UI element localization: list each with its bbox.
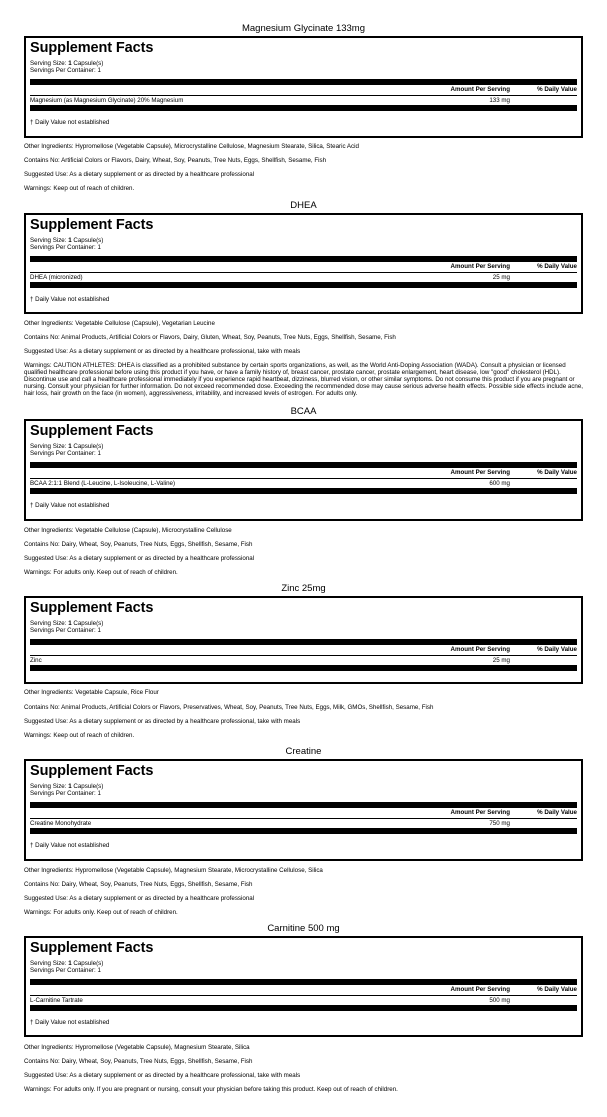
contains-no: Contains No: Animal Products, Artificial Colors or Flavors, Dairy, Gluten, Wheat, Soy, Peanuts, Tree Nuts, Eggs, Shellfish, Sesame, Fish: [24, 334, 396, 341]
ingredient-amount: 500 mg: [489, 997, 510, 1004]
servings-per-container: Servings Per Container: 1: [30, 627, 101, 634]
servings-per-container: Servings Per Container: 1: [30, 967, 101, 974]
supplement-facts-panel: [24, 419, 583, 521]
warnings: Warnings: For adults only. Keep out of reach of children.: [24, 569, 178, 576]
daily-value-footnote: † Daily Value not established: [30, 296, 110, 303]
other-ingredients: Other Ingredients: Vegetable Capsule, Rice Flour: [24, 689, 159, 696]
serving-size: Serving Size: 1 Capsule(s): [30, 60, 104, 67]
ingredient-name: L-Carnitine Tartrate: [30, 997, 83, 1004]
thin-rule: [30, 818, 577, 819]
serving-size: Serving Size: 1 Capsule(s): [30, 783, 104, 790]
contains-no: Contains No: Dairy, Wheat, Soy, Peanuts, Tree Nuts, Eggs, Shellfish, Sesame, Fish: [24, 541, 253, 548]
thin-rule: [30, 478, 577, 479]
daily-value-header: % Daily Value: [537, 263, 577, 270]
contains-no: Contains No: Dairy, Wheat, Soy, Peanuts, Tree Nuts, Eggs, Shellfish, Sesame, Fish: [24, 1058, 253, 1065]
suggested-use: Suggested Use: As a dietary supplement or as directed by a healthcare professional, take with meals: [24, 348, 301, 355]
servings-per-container: Servings Per Container: 1: [30, 450, 101, 457]
facts-heading: Supplement Facts: [30, 423, 154, 439]
product-title: BCAA: [290, 406, 317, 417]
thick-rule: [30, 488, 577, 494]
product-title: Creatine: [285, 746, 322, 757]
ingredient-row: [30, 97, 577, 105]
facts-heading: Supplement Facts: [30, 600, 154, 616]
ingredient-amount: 750 mg: [489, 820, 510, 827]
contains-no: Contains No: Dairy, Wheat, Soy, Peanuts, Tree Nuts, Eggs, Shellfish, Sesame, Fish: [24, 881, 253, 888]
daily-value-header: % Daily Value: [537, 469, 577, 476]
contains-no: Contains No: Animal Products, Artificial Colors or Flavors, Preservatives, Wheat, Soy, Peanuts, Tree Nuts, Eggs, Milk, GMOs, Shellfish, Sesame, Fish: [24, 704, 434, 711]
thin-rule: [30, 655, 577, 656]
ingredient-row: [30, 997, 577, 1005]
daily-value-footnote: † Daily Value not established: [30, 842, 110, 849]
servings-per-container: Servings Per Container: 1: [30, 67, 101, 74]
thick-rule: [30, 828, 577, 834]
warnings: Warnings: For adults only. Keep out of reach of children.: [24, 909, 178, 916]
supplement-facts-panel: [24, 36, 583, 138]
supplement-facts-panel: [24, 596, 583, 684]
thick-rule: [30, 802, 577, 808]
ingredient-amount: 600 mg: [489, 480, 510, 487]
warnings: Warnings: For adults only. If you are pregnant or nursing, consult your physician before taking this product. Keep out of reach of children.: [24, 1086, 398, 1093]
product-title: Magnesium Glycinate 133mg: [241, 23, 366, 34]
supplement-facts-panel: [24, 213, 583, 314]
amount-per-serving-header: Amount Per Serving: [450, 986, 510, 993]
suggested-use: Suggested Use: As a dietary supplement or as directed by a healthcare professional: [24, 895, 255, 902]
other-ingredients: Other Ingredients: Hypromellose (Vegetable Capsule), Magnesium Stearate, Silica: [24, 1044, 250, 1051]
daily-value-footnote: † Daily Value not established: [30, 1019, 110, 1026]
column-header-row: [30, 809, 577, 817]
amount-per-serving-header: Amount Per Serving: [450, 646, 510, 653]
contains-no: Contains No: Artificial Colors or Flavors, Dairy, Wheat, Soy, Peanuts, Tree Nuts, Eggs, Shellfish, Sesame, Fish: [24, 157, 327, 164]
warnings: Warnings: Keep out of reach of children.: [24, 185, 135, 192]
suggested-use: Suggested Use: As a dietary supplement or as directed by a healthcare professional, take with meals: [24, 718, 301, 725]
warnings: Warnings: Keep out of reach of children.: [24, 732, 135, 739]
thick-rule: [30, 639, 577, 645]
thin-rule: [30, 995, 577, 996]
other-ingredients: Other Ingredients: Hypromellose (Vegetable Capsule), Magnesium Stearate, Microcrystalline Cellulose, Silica: [24, 867, 323, 874]
thick-rule: [30, 462, 577, 468]
facts-heading: Supplement Facts: [30, 217, 154, 233]
product-title: Carnitine 500 mg: [267, 923, 340, 934]
warnings: Warnings: CAUTION ATHLETES: DHEA is classified as a prohibited substance by certain sports organizations, as well, as the World Anti-Doping Association (WADA). Consult a physician or licensed qualified healthcare professional before using this product if you have, or have a family history of, breast cancer, prostate cancer, prostate enlargement, heart disease, low "good" cholesterol (HDL). Discontinue use and call a healthcare professional immediately if you experience rapid heartbeat, dizziness, blurred vision, or other similar symptoms. Do not consume this product if you are pregnant or nursing. Consult your physician for further information. Do not exceed recommended dose. Exceeding the recommended dose may cause serious adverse health effects. Possible side effects include acne, hair loss, hair growth on the face (in women), aggressiveness, irritability, and increased levels of estrogen. For adults only.: [24, 362, 584, 397]
suggested-use: Suggested Use: As a dietary supplement or as directed by a healthcare professional: [24, 555, 255, 562]
thick-rule: [30, 1005, 577, 1011]
other-ingredients: Other Ingredients: Vegetable Cellulose (Capsule), Vegetarian Leucine: [24, 320, 215, 327]
ingredient-row: [30, 657, 577, 665]
supplement-facts-panel: [24, 936, 583, 1037]
column-header-row: [30, 263, 577, 271]
thick-rule: [30, 256, 577, 262]
thin-rule: [30, 95, 577, 96]
product-title: Zinc 25mg: [281, 583, 326, 594]
other-ingredients: Other Ingredients: Hypromellose (Vegetable Capsule), Microcrystalline Cellulose, Magnesium Stearate, Silica, Stearic Acid: [24, 143, 359, 150]
ingredient-name: DHEA (micronized): [30, 274, 83, 281]
thin-rule: [30, 272, 577, 273]
other-ingredients: Other Ingredients: Vegetable Cellulose (Capsule), Microcrystalline Cellulose: [24, 527, 232, 534]
ingredient-name: Magnesium (as Magnesium Glycinate) 20% Magnesium: [30, 97, 184, 104]
ingredient-name: Zinc: [30, 657, 42, 664]
ingredient-amount: 25 mg: [492, 274, 510, 281]
suggested-use: Suggested Use: As a dietary supplement or as directed by a healthcare professional: [24, 171, 255, 178]
amount-per-serving-header: Amount Per Serving: [450, 809, 510, 816]
serving-size: Serving Size: 1 Capsule(s): [30, 237, 104, 244]
ingredient-name: Creatine Monohydrate: [30, 820, 92, 827]
daily-value-header: % Daily Value: [537, 986, 577, 993]
column-header-row: [30, 646, 577, 654]
serving-size: Serving Size: 1 Capsule(s): [30, 960, 104, 967]
thick-rule: [30, 979, 577, 985]
ingredient-row: [30, 820, 577, 828]
daily-value-header: % Daily Value: [537, 86, 577, 93]
daily-value-header: % Daily Value: [537, 646, 577, 653]
column-header-row: [30, 986, 577, 994]
amount-per-serving-header: Amount Per Serving: [450, 263, 510, 270]
ingredient-row: [30, 274, 577, 282]
amount-per-serving-header: Amount Per Serving: [450, 469, 510, 476]
servings-per-container: Servings Per Container: 1: [30, 790, 101, 797]
facts-heading: Supplement Facts: [30, 763, 154, 779]
thick-rule: [30, 79, 577, 85]
facts-heading: Supplement Facts: [30, 40, 154, 56]
thick-rule: [30, 665, 577, 671]
supplement-facts-panel: [24, 759, 583, 861]
serving-size: Serving Size: 1 Capsule(s): [30, 443, 104, 450]
thick-rule: [30, 282, 577, 288]
column-header-row: [30, 469, 577, 477]
ingredient-row: [30, 480, 577, 488]
daily-value-header: % Daily Value: [537, 809, 577, 816]
thick-rule: [30, 105, 577, 111]
ingredient-amount: 25 mg: [492, 657, 510, 664]
daily-value-footnote: † Daily Value not established: [30, 119, 110, 126]
suggested-use: Suggested Use: As a dietary supplement or as directed by a healthcare professional, take with meals: [24, 1072, 301, 1079]
amount-per-serving-header: Amount Per Serving: [450, 86, 510, 93]
ingredient-amount: 133 mg: [489, 97, 510, 104]
ingredient-name: BCAA 2:1:1 Blend (L-Leucine, L-Isoleucine, L-Valine): [30, 480, 176, 487]
column-header-row: [30, 86, 577, 94]
product-title: DHEA: [290, 200, 317, 211]
daily-value-footnote: † Daily Value not established: [30, 502, 110, 509]
serving-size: Serving Size: 1 Capsule(s): [30, 620, 104, 627]
servings-per-container: Servings Per Container: 1: [30, 244, 101, 251]
facts-heading: Supplement Facts: [30, 940, 154, 956]
